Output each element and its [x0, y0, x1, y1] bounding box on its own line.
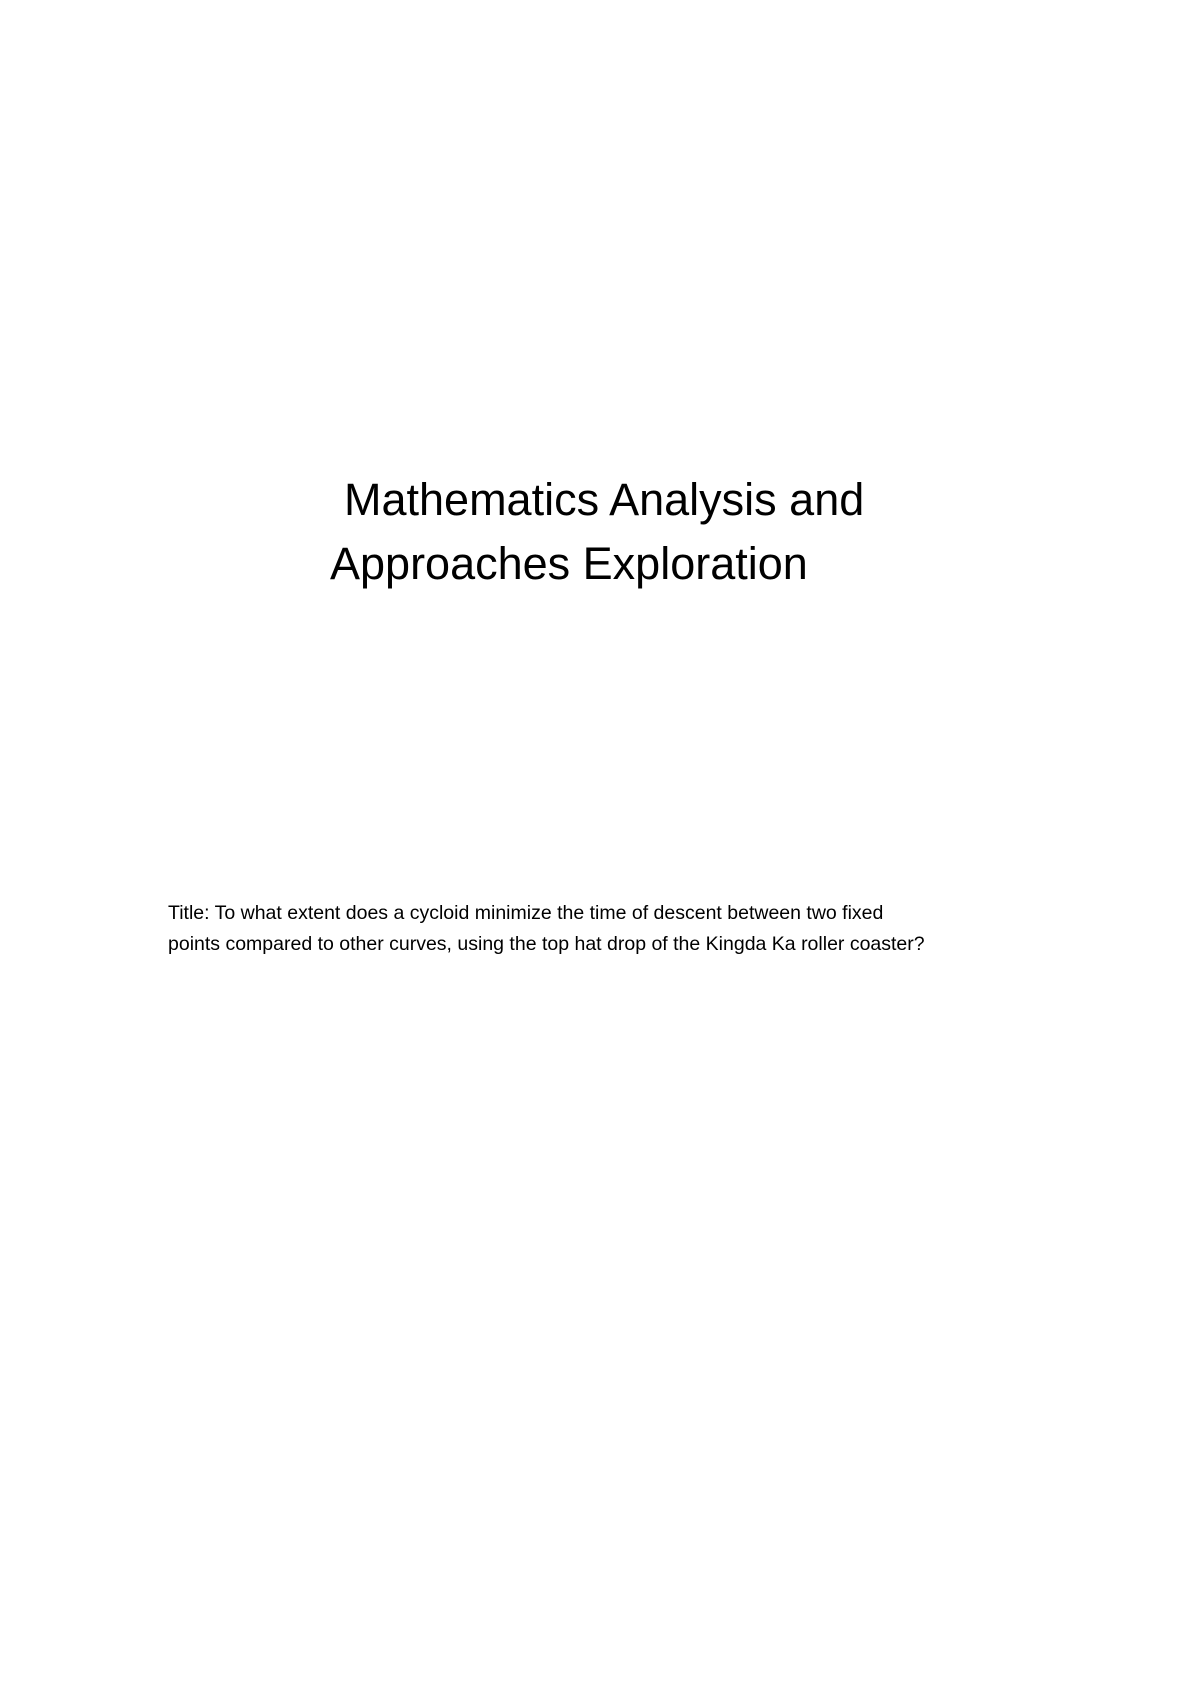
page-title-line-1: Mathematics Analysis and [344, 474, 865, 525]
research-question-line-1: Title: To what extent does a cycloid minimize the time of descent between two fixed [168, 902, 884, 924]
page-title-line-2: Approaches Exploration [330, 538, 808, 589]
research-question [168, 898, 1068, 960]
page-title [330, 468, 970, 596]
research-question-line-2: points compared to other curves, using the top hat drop of the Kingda Ka roller coaster? [168, 933, 925, 955]
